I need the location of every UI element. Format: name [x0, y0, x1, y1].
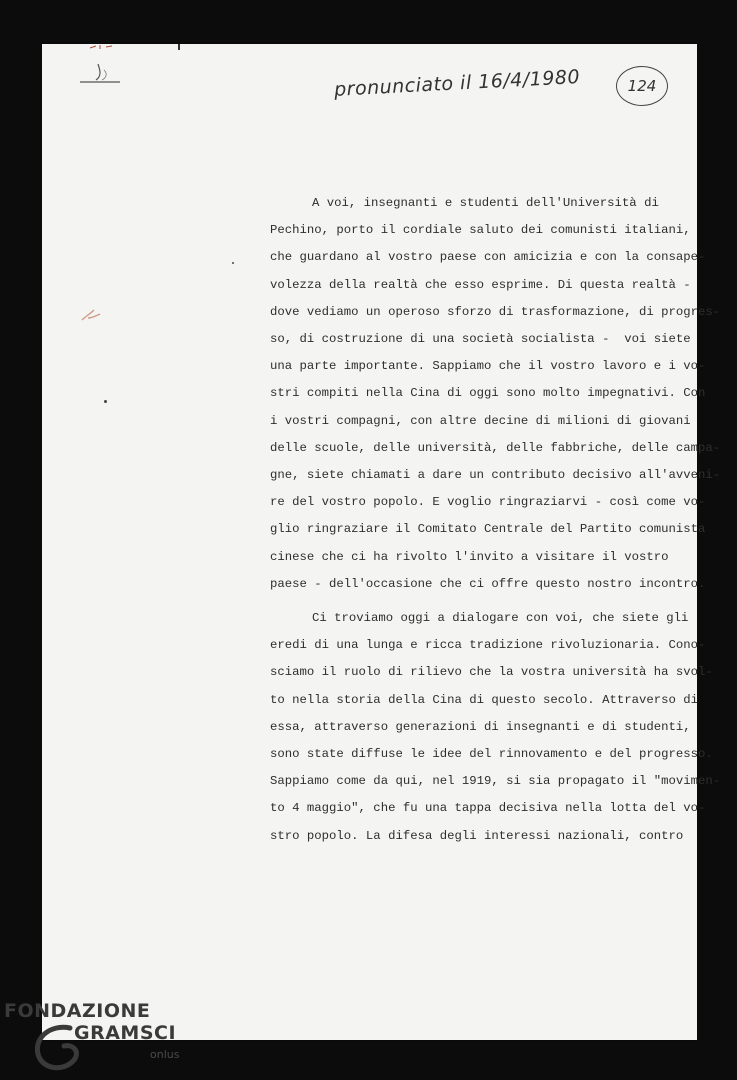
logo-subtitle: onlus [150, 1048, 180, 1061]
text-line: dove vediamo un operoso sforzo di trasformazione, di progres- [270, 304, 721, 319]
text-line: paese - dell'occasione che ci offre questo nostro incontro. [270, 576, 706, 591]
text-line: eredi di una lunga e ricca tradizione rivoluzionaria. Cono- [270, 638, 706, 653]
text-line: A voi, insegnanti e studenti dell'Università di [312, 196, 659, 210]
pencil-mark [76, 60, 122, 86]
text-line: glio ringraziare il Comitato Centrale del Partito comunista [270, 522, 706, 537]
text-line: sciamo il ruolo di rilievo che la vostra università ha svol- [270, 665, 713, 680]
text-line: Pechino, porto il cordiale saluto dei comunisti italiani, [270, 223, 691, 238]
text-line: sono state diffuse le idee del rinnovamento e del progresso. [270, 747, 713, 762]
text-line: che guardano al vostro paese con amicizia e con la consape- [270, 250, 706, 265]
logo-line2: GRAMSCI [74, 1022, 177, 1044]
logo-line1: FONDAZIONE [4, 1000, 151, 1022]
paper-stain [80, 306, 102, 324]
document-page [42, 44, 721, 1040]
text-line: stro popolo. La difesa degli interessi nazionali, contro [270, 828, 684, 843]
text-line: so, di costruzione di una società socialista - voi siete [270, 332, 691, 347]
page-number-text: 124 [627, 77, 657, 95]
text-line: re del vostro popolo. E voglio ringraziarvi - così come vo- [270, 495, 706, 510]
text-line: i vostri compagni, con altre decine di milioni di giovani [270, 413, 691, 428]
text-line: to nella storia della Cina di questo secolo. Attraverso di [270, 692, 699, 707]
text-line: gne, siete chiamati a dare un contributo decisivo all'avveni- [270, 468, 721, 483]
paragraph [270, 190, 721, 598]
text-line: to 4 maggio", che fu una tappa decisiva nella lotta del vo- [270, 801, 706, 816]
fondazione-gramsci-logo [4, 998, 204, 1074]
paper-mark-top [88, 44, 118, 50]
text-line: Sappiamo come da qui, nel 1919, si sia propagato il "movimen- [270, 774, 721, 789]
paper-speck [104, 400, 107, 403]
text-line: delle scuole, delle università, delle fabbriche, delle campa- [270, 440, 721, 455]
text-line: volezza della realtà che esso esprime. Di questa realtà - [270, 277, 691, 292]
paragraph [270, 605, 721, 850]
paper-tick-mark [178, 44, 180, 50]
text-line: essa, attraverso generazioni di insegnanti e di studenti, [270, 719, 691, 734]
paper-speck [232, 262, 234, 264]
page-number [616, 66, 668, 106]
text-line: stri compiti nella Cina di oggi sono molto impegnativi. Con [270, 386, 706, 401]
handwritten-annotation: pronunciato il 16/4/1980 [333, 65, 581, 101]
typed-text [270, 190, 721, 850]
text-line: cinese che ci ha rivolto l'invito a visitare il vostro [270, 549, 669, 564]
text-line: una parte importante. Sappiamo che il vostro lavoro e i vo- [270, 359, 706, 374]
text-line: Ci troviamo oggi a dialogare con voi, che siete gli [312, 611, 689, 626]
